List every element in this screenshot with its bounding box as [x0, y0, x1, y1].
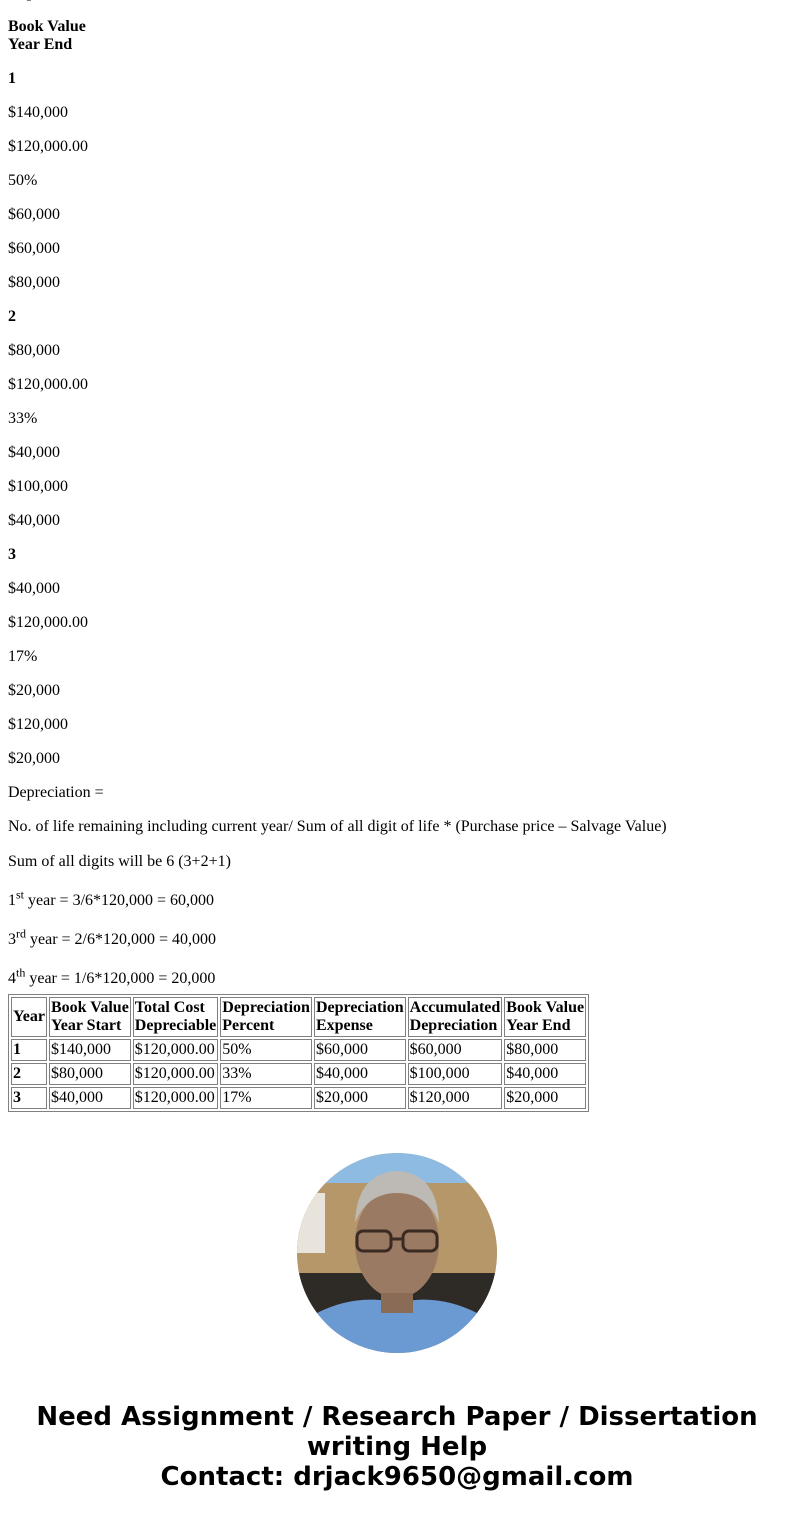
row2-total-cost: $120,000.00 — [8, 376, 88, 393]
cell-percent: 50% — [220, 1039, 312, 1061]
row1-expense: $60,000 — [8, 206, 60, 223]
table-row — [11, 1087, 586, 1109]
row3-percent: 17% — [8, 648, 38, 665]
formula-title: Depreciation = — [8, 784, 104, 801]
person-photo-icon — [297, 1153, 497, 1353]
promo-line-1: Need Assignment / Research Paper / Dissertation — [36, 1402, 758, 1432]
cell-expense: $60,000 — [314, 1039, 406, 1061]
cell-accumulated: $100,000 — [408, 1063, 503, 1085]
document-body — [8, 0, 786, 1112]
row2-accumulated: $100,000 — [8, 478, 68, 495]
table-row — [11, 1039, 586, 1061]
header-total-cost: Total Cost Depreciable — [133, 997, 218, 1037]
formula-year-1: 1st year = 3/6*120,000 = 60,000 — [8, 887, 215, 909]
cell-percent: 33% — [220, 1063, 312, 1085]
header-book-value-end: Book Value Year End — [504, 997, 586, 1037]
row1-percent: 50% — [8, 172, 38, 189]
cell-total-cost: $120,000.00 — [133, 1087, 218, 1109]
row3-book-value-end: $20,000 — [8, 750, 60, 767]
cell-percent: 17% — [220, 1087, 312, 1109]
row2-expense: $40,000 — [8, 444, 60, 461]
cell-book-value-end: $20,000 — [504, 1087, 586, 1109]
formula-sum-digits: Sum of all digits will be 6 (3+2+1) — [8, 853, 231, 870]
row2-year: 2 — [8, 308, 16, 325]
cell-book-value-end: $80,000 — [504, 1039, 586, 1061]
table-row — [11, 1063, 586, 1085]
row2-percent: 33% — [8, 410, 38, 427]
cell-book-value-start: $40,000 — [49, 1087, 131, 1109]
cell-book-value-start: $80,000 — [49, 1063, 131, 1085]
header-book-value-start: Book Value Year Start — [49, 997, 131, 1037]
promo-banner — [0, 1402, 794, 1492]
row3-year: 3 — [8, 546, 16, 563]
promo-line-2: writing Help — [306, 1432, 488, 1462]
row1-total-cost: $120,000.00 — [8, 138, 88, 155]
row3-accumulated: $120,000 — [8, 716, 68, 733]
depreciation-table — [8, 994, 589, 1112]
avatar-photo — [297, 1153, 497, 1353]
header-year: Year — [11, 997, 47, 1037]
formula-definition: No. of life remaining including current year/ Sum of all digit of life * (Purchase price – Salvage Value) — [8, 818, 667, 835]
row1-accumulated: $60,000 — [8, 240, 60, 257]
row3-expense: $20,000 — [8, 682, 60, 699]
promo-contact: Contact: drjack9650@gmail.com — [160, 1462, 634, 1492]
formula-year-3: 4th year = 1/6*120,000 = 20,000 — [8, 965, 216, 987]
cell-book-value-start: $140,000 — [49, 1039, 131, 1061]
header-accumulated: Accumulated Depreciation — [408, 997, 503, 1037]
row3-book-value-start: $40,000 — [8, 580, 60, 597]
cell-book-value-end: $40,000 — [504, 1063, 586, 1085]
cell-year: 1 — [11, 1039, 47, 1061]
cut-header-fragment — [8, 0, 786, 2]
cell-total-cost: $120,000.00 — [133, 1039, 218, 1061]
row1-book-value-start: $140,000 — [8, 104, 68, 121]
row1-book-value-end: $80,000 — [8, 274, 60, 291]
row3-total-cost: $120,000.00 — [8, 614, 88, 631]
cell-accumulated: $120,000 — [408, 1087, 503, 1109]
row1-year: 1 — [8, 70, 16, 87]
cell-accumulated: $60,000 — [408, 1039, 503, 1061]
cell-expense: $20,000 — [314, 1087, 406, 1109]
cell-year: 3 — [11, 1087, 47, 1109]
formula-year-2: 3rd year = 2/6*120,000 = 40,000 — [8, 926, 217, 948]
formula-section — [8, 784, 786, 988]
table-header-row — [11, 997, 586, 1037]
header-book-value-year-end: Book Value Year End — [8, 18, 86, 53]
header-percent: Depreciation Percent — [220, 997, 312, 1037]
row2-book-value-start: $80,000 — [8, 342, 60, 359]
cell-year: 2 — [11, 1063, 47, 1085]
cell-total-cost: $120,000.00 — [133, 1063, 218, 1085]
header-expense: Depreciation Expense — [314, 997, 406, 1037]
author-avatar — [297, 1153, 497, 1353]
row2-book-value-end: $40,000 — [8, 512, 60, 529]
cell-expense: $40,000 — [314, 1063, 406, 1085]
